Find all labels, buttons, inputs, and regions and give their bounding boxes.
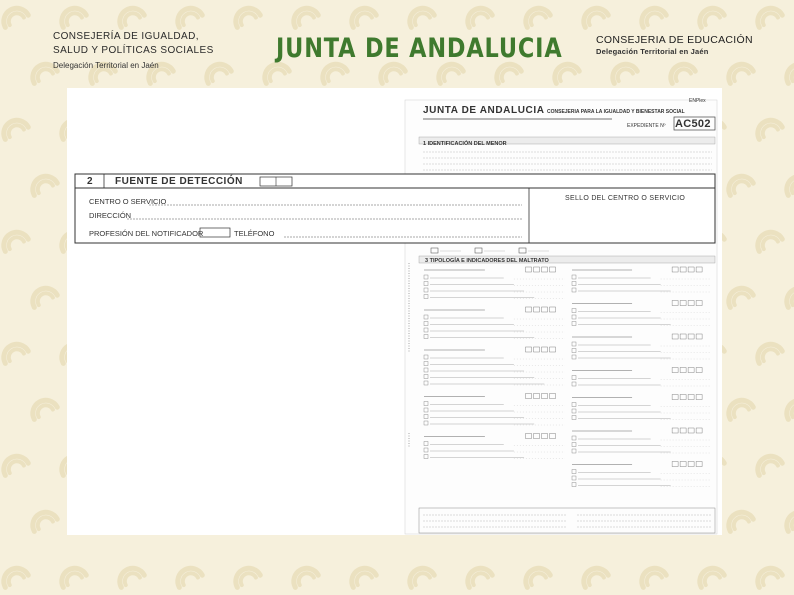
junta-de-andalucia-logo: JUNTA DE ANDALUCIA [276, 33, 563, 64]
header-left-line2: SALUD Y POLÍTICAS SOCIALES [53, 45, 214, 56]
section1-title: 1 IDENTIFICACIÓN DEL MENOR [423, 141, 507, 147]
telefono-label: TELÉFONO [234, 229, 275, 238]
header-left-line1: CONSEJERÍA DE IGUALDAD, [53, 31, 199, 42]
form-code: ENPlex [689, 98, 706, 104]
expediente-label: EXPEDIENTE Nº [627, 123, 666, 129]
form-consejeria: CONSEJERIA PARA LA IGUALDAD Y BIENESTAR SOCIAL [547, 109, 685, 115]
scanned-form-image [67, 88, 722, 535]
header-right-line2: Delegación Territorial en Jaén [596, 47, 709, 56]
expediente-value: AC502 [675, 118, 711, 130]
consejeria-educacion-header [596, 34, 753, 58]
header-left-line3: Delegación Territorial en Jaén [53, 61, 159, 70]
document-panel [67, 88, 722, 535]
sello-label: SELLO DEL CENTRO O SERVICIO [565, 195, 686, 202]
header-right-line1: CONSEJERIA DE EDUCACIÓN [596, 34, 753, 46]
consejeria-igualdad-header [53, 30, 214, 73]
section2-number: 2 [87, 176, 93, 187]
centro-label: CENTRO O SERVICIO [89, 197, 167, 206]
section3-title: 3 TIPOLOGÍA E INDICADORES DEL MALTRATO [425, 258, 549, 264]
section2-title: FUENTE DE DETECCIÓN [115, 176, 243, 187]
direccion-label: DIRECCIÓN [89, 211, 132, 220]
profesion-label: PROFESIÓN DEL NOTIFICADOR [89, 229, 204, 238]
form-title: JUNTA DE ANDALUCIA [423, 105, 545, 116]
